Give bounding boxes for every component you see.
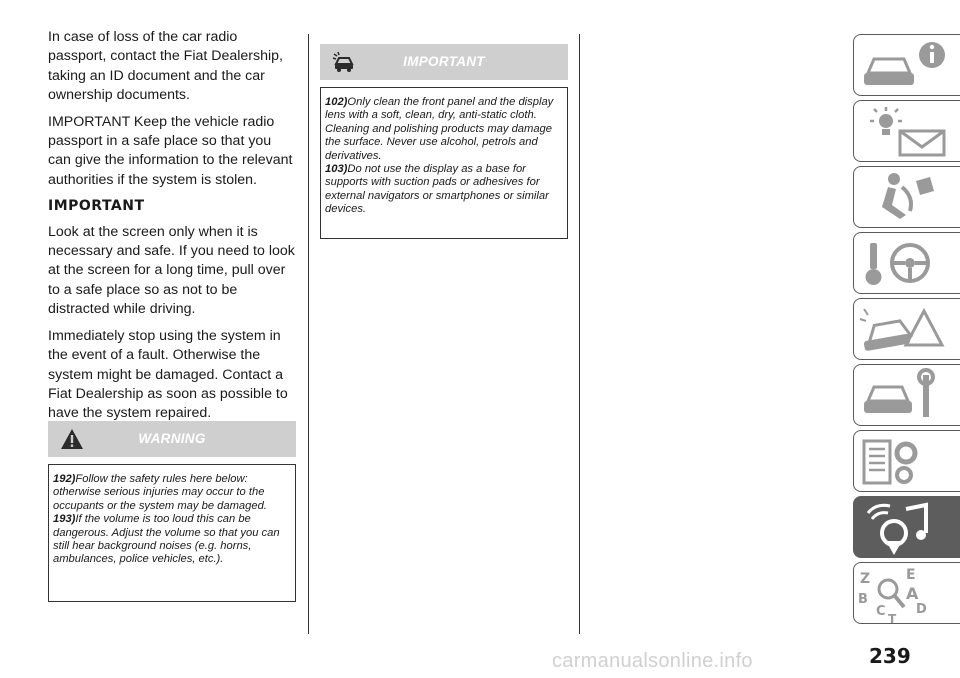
technical-specs-icon <box>854 431 960 493</box>
warning-box-body <box>48 464 296 602</box>
paragraph-passport-safe: IMPORTANT Keep the vehicle radio passport in a safe place so that you can give the information to the relevant authorities if the system is stolen. <box>48 113 293 188</box>
tab-index[interactable] <box>853 562 960 624</box>
svg-text:B: B <box>858 592 868 607</box>
warning-box-title: WARNING <box>138 431 206 446</box>
important-item: 103)Do not use the display as a base for supports with suction pads or adhesives for external navigators or smartphones or similar devices. <box>325 163 549 216</box>
seat-airbag-icon <box>854 167 960 229</box>
watermark: carmanualsonline.info <box>552 650 753 672</box>
multimedia-icon <box>854 497 960 559</box>
tab-maintenance[interactable] <box>853 364 960 426</box>
important-box-title: IMPORTANT <box>403 54 485 69</box>
warning-box <box>48 421 296 602</box>
svg-text:E: E <box>906 567 916 583</box>
svg-text:D: D <box>916 602 927 617</box>
key-steering-icon <box>854 233 960 295</box>
paragraph-screen-safety: Look at the screen only when it is necessary and safe. If you need to look at the screen for a long time, pull over to a safe place so as not to be distracted while driving. <box>48 223 295 318</box>
tab-car-info[interactable] <box>853 34 960 96</box>
svg-text:T: T <box>888 612 897 625</box>
tab-warning-lights[interactable] <box>853 100 960 162</box>
tab-multimedia[interactable] <box>853 496 960 558</box>
section-heading-important: IMPORTANT <box>48 198 145 215</box>
warning-triangle-icon <box>60 427 84 465</box>
page-number: 239 <box>869 644 911 668</box>
tab-technical-data[interactable] <box>853 430 960 492</box>
car-info-icon <box>854 35 960 97</box>
warning-box-header <box>48 421 296 457</box>
car-spray-icon <box>332 50 358 88</box>
paragraph-passport-loss: In case of loss of the car radio passport, contact the Fiat Dealership, taking an ID document and the car ownership documents. <box>48 29 284 104</box>
important-box <box>320 44 568 239</box>
tab-starting-driving[interactable] <box>853 232 960 294</box>
warning-item: 192)Follow the safety rules here below: otherwise serious injuries may occur to the occupants or the system may be damaged. <box>53 473 267 512</box>
svg-text:Z: Z <box>860 571 871 587</box>
index-icon <box>854 563 960 625</box>
tab-emergency[interactable] <box>853 298 960 360</box>
car-maintenance-icon <box>854 365 960 427</box>
svg-text:C: C <box>876 604 886 619</box>
main-text-column <box>48 28 296 431</box>
paragraph-fault: Immediately stop using the system in the event of a fault. Otherwise the system might be damaged. Contact a Fiat Dealership as soon as possible to have the system repaired. <box>48 327 288 422</box>
important-item: 102)Only clean the front panel and the display lens with a soft, clean, dry, anti-static cloth. Cleaning and polishing products may damage the surface. Never use alcohol, petrols and derivatives. <box>325 96 554 162</box>
column-divider-left <box>308 34 309 634</box>
tab-safety[interactable] <box>853 166 960 228</box>
important-box-header <box>320 44 568 80</box>
important-box-body <box>320 87 568 239</box>
column-divider-right <box>579 34 580 634</box>
svg-text:A: A <box>906 584 919 603</box>
warning-item: 193)If the volume is too loud this can be dangerous. Adjust the volume so that you can still hear background noises (e.g. horns, ambulances, police vehicles, etc.). <box>53 513 280 566</box>
warning-lights-icon <box>854 101 960 163</box>
emergency-icon <box>854 299 960 361</box>
